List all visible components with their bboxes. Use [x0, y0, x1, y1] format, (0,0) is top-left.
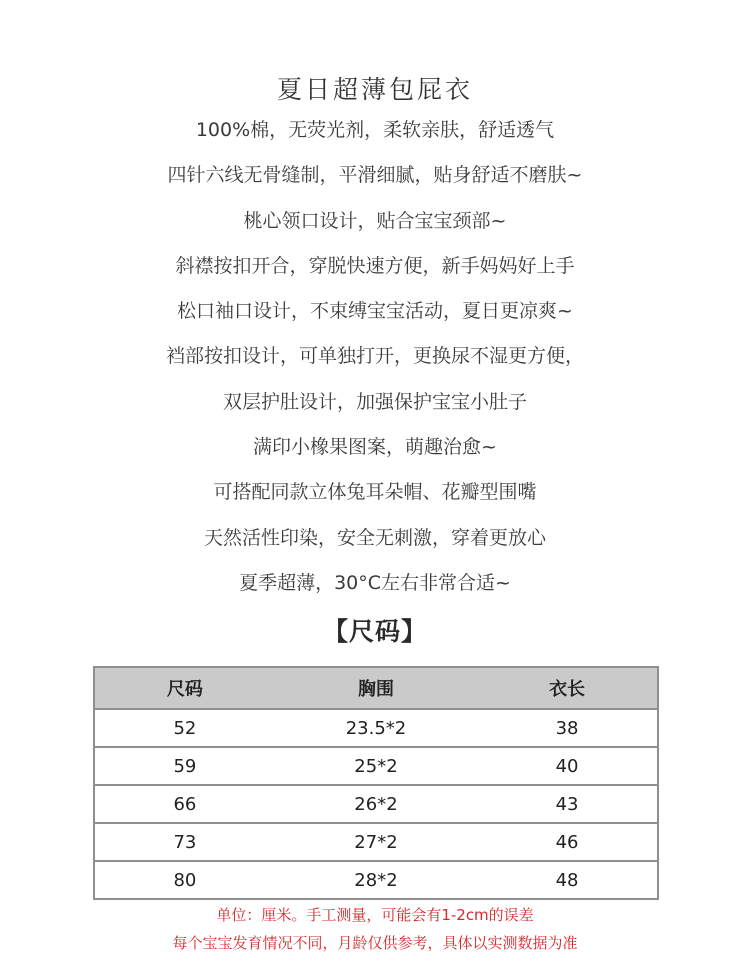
cell-size: 59	[94, 747, 275, 785]
page-title: 夏日超薄包屁衣	[276, 75, 473, 104]
cell-size: 73	[94, 823, 275, 861]
feature-item: 斜襟按扣开合，穿脱快速方便，新手妈妈好上手	[175, 254, 575, 277]
feature-item: 100%棉，无荧光剂，柔软亲肤，舒适透气	[195, 119, 555, 141]
feature-item: 满印小橡果图案，萌趣治愈~	[253, 436, 497, 459]
size-table	[93, 666, 659, 900]
feature-list	[0, 111, 750, 609]
size-section-heading: 【尺码】	[322, 617, 427, 646]
feature-item: 裆部按扣设计，可单独打开，更换尿不湿更方便，	[165, 345, 584, 368]
column-header-length: 衣长	[477, 667, 658, 709]
feature-item: 四针六线无骨缝制，平滑细腻，贴身舒适不磨肤~	[167, 164, 583, 187]
measurement-note: 单位：厘米。手工测量，可能会有1-2cm的误差	[216, 906, 534, 924]
column-header-chest: 胸围	[275, 667, 477, 709]
table-row	[94, 747, 658, 785]
cell-size: 66	[94, 785, 275, 823]
cell-chest: 28*2	[275, 861, 477, 899]
cell-chest: 26*2	[275, 785, 477, 823]
cell-chest: 27*2	[275, 823, 477, 861]
cell-length: 38	[477, 709, 658, 747]
cell-chest: 23.5*2	[275, 709, 477, 747]
feature-item: 可搭配同款立体兔耳朵帽、花瓣型围嘴	[213, 481, 537, 504]
cell-size: 52	[94, 709, 275, 747]
cell-length: 43	[477, 785, 658, 823]
table-row	[94, 823, 658, 861]
feature-item: 桃心领口设计，贴合宝宝颈部~	[243, 209, 507, 232]
table-row	[94, 785, 658, 823]
cell-length: 48	[477, 861, 658, 899]
table-row	[94, 861, 658, 899]
cell-size: 80	[94, 861, 275, 899]
column-header-size: 尺码	[94, 667, 275, 709]
age-reference-note: 每个宝宝发育情况不同，月龄仅供参考，具体以实测数据为准	[172, 934, 578, 952]
table-row	[94, 709, 658, 747]
cell-chest: 25*2	[275, 747, 477, 785]
cell-length: 46	[477, 823, 658, 861]
feature-item: 松口袖口设计，不束缚宝宝活动，夏日更凉爽~	[177, 300, 573, 323]
table-header-row	[94, 667, 658, 709]
feature-item: 天然活性印染，安全无刺激，穿着更放心	[203, 526, 546, 549]
feature-item: 夏季超薄，30°C左右非常合适~	[239, 571, 511, 594]
cell-length: 40	[477, 747, 658, 785]
feature-item: 双层护肚设计，加强保护宝宝小肚子	[222, 390, 527, 413]
